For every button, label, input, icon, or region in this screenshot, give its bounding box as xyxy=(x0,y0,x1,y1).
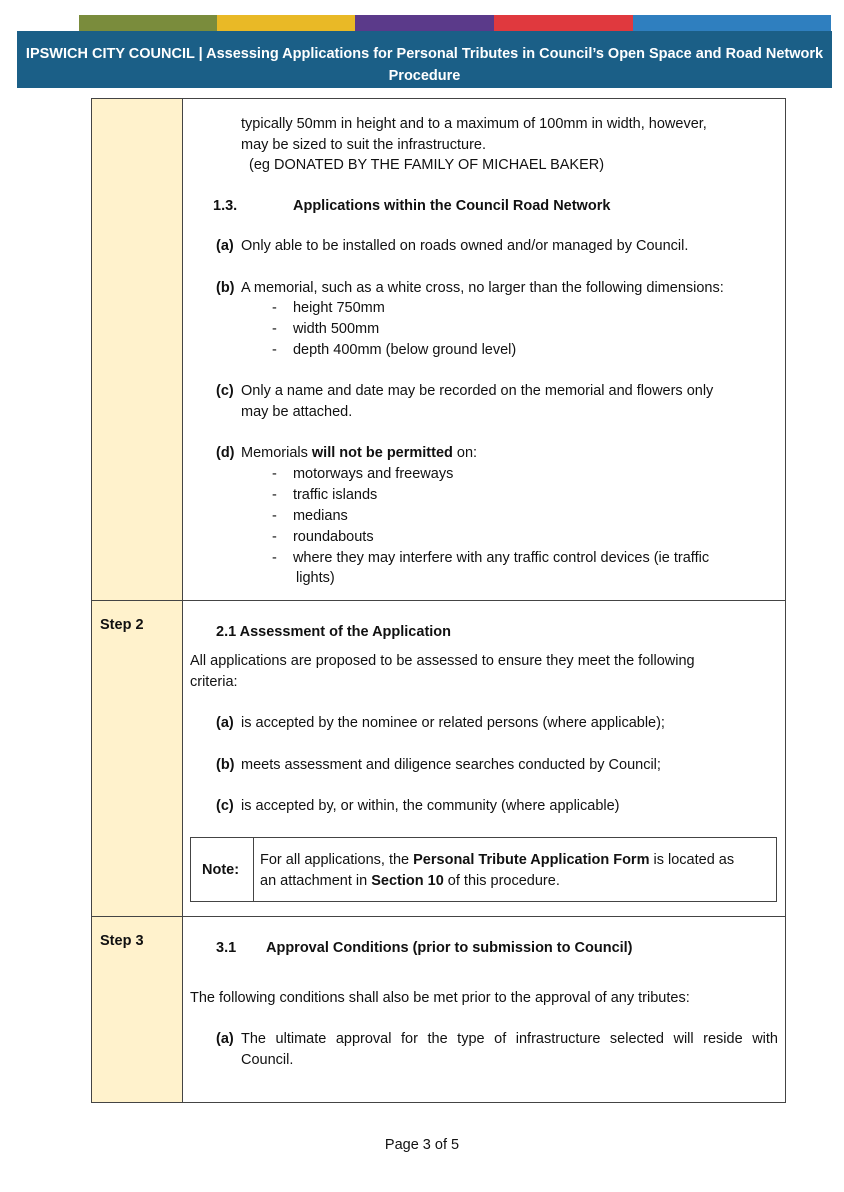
step3-title: Approval Conditions (prior to submission to Council) xyxy=(266,940,633,956)
note-line-1 xyxy=(260,850,734,871)
continued-line-2: may be sized to suit the infrastructure. xyxy=(241,137,486,153)
note-line2-post: of this procedure. xyxy=(443,873,560,889)
header-color-stripe xyxy=(79,15,831,31)
note-label: Note: xyxy=(202,862,240,878)
step2-c-text: is accepted by, or within, the community (where applicable) xyxy=(241,798,620,814)
step-cell-3 xyxy=(92,917,183,1102)
item-d-text xyxy=(241,443,477,464)
item-b-label: (b) xyxy=(216,280,235,296)
stripe-purple xyxy=(355,15,494,31)
section-1-3-title: Applications within the Council Road Network xyxy=(293,198,611,214)
not-permitted-traffic-control: where they may interfere with any traffic control devices (ie traffic xyxy=(292,550,710,566)
note-line1-post: is located as xyxy=(649,852,735,868)
step3-number: 3.1 xyxy=(216,940,237,956)
step2-heading: 2.1 Assessment of the Application xyxy=(216,624,452,640)
header-title-line2: Procedure xyxy=(388,68,461,84)
dimension-width: width 500mm xyxy=(292,321,380,337)
dimension-list-item: - height 750mm xyxy=(272,300,385,316)
section-reference: Section 10 xyxy=(371,873,444,889)
section-1-3-number: 1.3. xyxy=(213,198,238,214)
not-permitted-motorways: motorways and freeways xyxy=(292,466,454,482)
item-d-label: (d) xyxy=(216,445,235,461)
stripe-yellow xyxy=(217,15,355,31)
note-line2-pre: an attachment in xyxy=(260,873,372,889)
header-title-line1: IPSWICH CITY COUNCIL | Assessing Applications for Personal Tributes in Council’s Open Space and Road Network xyxy=(25,46,824,62)
not-permitted-traffic-islands: traffic islands xyxy=(292,487,378,503)
step2-a-label: (a) xyxy=(216,715,234,731)
not-permitted-item: - roundabouts xyxy=(272,529,374,545)
note-line-2 xyxy=(260,871,560,892)
step2-intro-line-1: All applications are proposed to be assessed to ensure they meet the following xyxy=(190,653,695,669)
stripe-red xyxy=(494,15,633,31)
step2-c-label: (c) xyxy=(216,798,234,814)
continued-line-1: typically 50mm in height and to a maximum of 100mm in width, however, xyxy=(241,116,707,132)
step2-b-text: meets assessment and diligence searches conducted by Council; xyxy=(241,757,661,773)
step3-a-label: (a) xyxy=(216,1031,234,1047)
not-permitted-roundabouts: roundabouts xyxy=(292,529,374,545)
document-header xyxy=(17,31,832,88)
stripe-blue xyxy=(633,15,831,31)
stripe-green xyxy=(79,15,217,31)
note-divider xyxy=(253,838,254,901)
page-number: Page 3 of 5 xyxy=(384,1137,460,1153)
item-d-bold: will not be permitted xyxy=(311,445,453,461)
item-b-text: A memorial, such as a white cross, no larger than the following dimensions: xyxy=(241,280,724,296)
item-d-post: on: xyxy=(452,445,478,461)
not-permitted-item: - traffic islands xyxy=(272,487,378,503)
step3-a-line-2: Council. xyxy=(241,1052,294,1068)
step3-intro: The following conditions shall also be met prior to the approval of any tributes: xyxy=(190,990,690,1006)
not-permitted-item: - motorways and freeways xyxy=(272,466,454,482)
not-permitted-item: - medians xyxy=(272,508,348,524)
step-cell-2 xyxy=(92,601,183,916)
step-2-label: Step 2 xyxy=(100,617,144,633)
item-d-pre: Memorials xyxy=(241,445,312,461)
step2-b-label: (b) xyxy=(216,757,235,773)
item-a-label: (a) xyxy=(216,238,234,254)
item-c-line-2: may be attached. xyxy=(241,404,353,420)
step-cell-empty xyxy=(92,99,183,600)
dimension-list-item: - depth 400mm (below ground level) xyxy=(272,342,517,358)
item-a-text: Only able to be installed on roads owned and/or managed by Council. xyxy=(241,238,689,254)
not-permitted-medians: medians xyxy=(292,508,348,524)
step2-a-text: is accepted by the nominee or related persons (where applicable); xyxy=(241,715,665,731)
dimension-depth: depth 400mm (below ground level) xyxy=(292,342,517,358)
item-c-line-1: Only a name and date may be recorded on the memorial and flowers only xyxy=(241,383,714,399)
step3-a-line-1: The ultimate approval for the type of infrastructure selected will reside with xyxy=(241,1031,778,1047)
note-line1-pre: For all applications, the xyxy=(260,852,414,868)
not-permitted-item: - where they may interfere with any traffic control devices (ie traffic xyxy=(272,550,710,566)
dimension-height: height 750mm xyxy=(292,300,385,316)
dimension-list-item: - width 500mm xyxy=(272,321,380,337)
item-c-label: (c) xyxy=(216,383,234,399)
application-form-name: Personal Tribute Application Form xyxy=(413,852,650,868)
continued-example: (eg DONATED BY THE FAMILY OF MICHAEL BAKER) xyxy=(249,157,605,173)
step-3-label: Step 3 xyxy=(100,933,144,949)
not-permitted-cont: lights) xyxy=(296,570,335,586)
step2-intro-line-2: criteria: xyxy=(190,674,238,690)
